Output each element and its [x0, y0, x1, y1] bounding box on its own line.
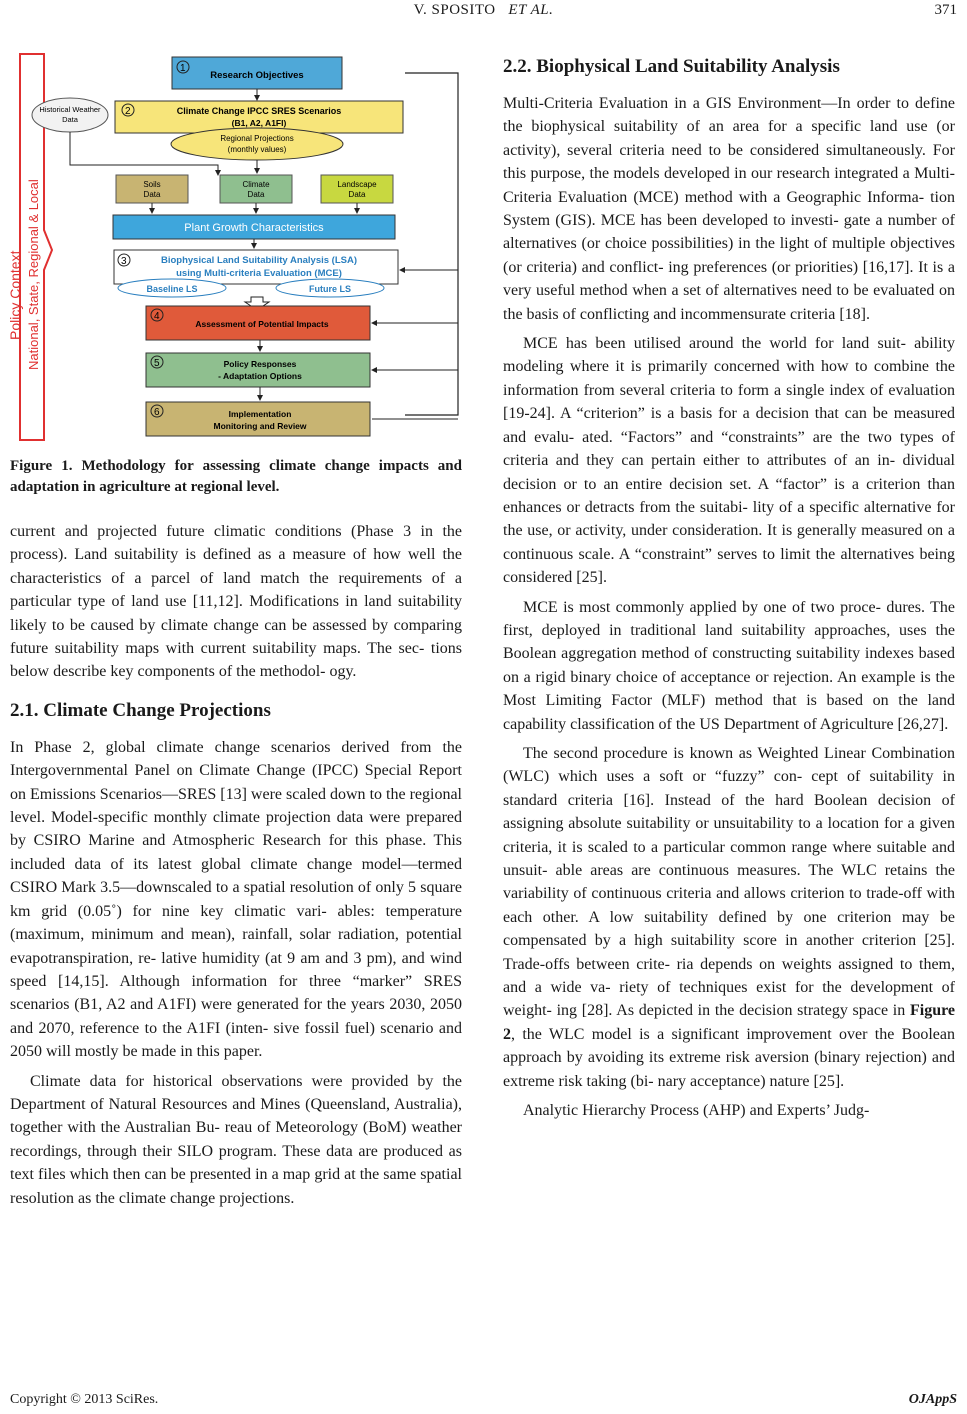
feedback-line — [405, 73, 458, 415]
regional-projections-ellipse — [171, 128, 343, 160]
right-column — [503, 54, 955, 1122]
figure-2-reference: Figure 2 — [503, 1002, 956, 1043]
right-paragraph-1: Multi-Criteria Evaluation in a GIS Environment—In order to define the biophysical suitability of an area for a specific land use (or activity), several criteria need to be considered simultaneously. For this purpose, the models developed in our research integrated a Multi-Criteria Evaluation (MCE) method with a Geographic Informa- tion System (GIS). MCE has been developed to investi- gate a number of alternatives (or choice possibilities) in the light of multiple objectives (or criteria) and conflict- ing preferences (or priorities) [16,17]. It is a very useful method when a set of alternatives need to be evaluated on the basis of conflicting and incommensurate criteria [18]. — [503, 95, 955, 323]
right-paragraph-2: MCE has been utilised around the world for land suit- ability modeling where it is primarily concerned with how to combine the information from several criteria to form a single index of evaluation [19-24]. A “criterion” is a basis for a decision that can be measured and evalu- ated. “Factors” and “constraints” are the two types of criteria and they can pertain either to attributes of an in- dividual decision or to an entire decision set. A “factor” is a criterion than enhances or detracts from the suitabi- lity of a specific alternative for the use, or activity, under consideration. It is generally measured on a continuous scale. A “constraint” serves to limit the alternatives being considered [25]. — [503, 335, 955, 587]
step-4-number: 4 — [154, 311, 160, 322]
header-etal: ET AL. — [508, 2, 554, 18]
historical-weather-label-1: Historical Weather — [39, 105, 101, 114]
methodology-figure — [0, 40, 470, 450]
historical-weather-label-2: Data — [62, 115, 78, 124]
research-objectives-label: Research Objectives — [210, 70, 304, 81]
running-header — [0, 0, 967, 24]
landscape-data-label-1: Landscape — [337, 180, 377, 189]
landscape-data-label-2: Data — [348, 190, 366, 199]
step-3-number: 3 — [121, 256, 127, 267]
assessment-label: Assessment of Potential Impacts — [195, 319, 329, 329]
implementation-label-1: Implementation — [228, 409, 292, 419]
right-paragraph-3: MCE is most commonly applied by one of two proce- dures. The first, deployed in traditional land suitability approaches, uses the Boolean aggregation method of constructing suitability indexes based on a rigid binary choice of acceptance or rejection. An example is the Most Limiting Factor (MLF) method that is based on the land capability classification of the US Department of Agriculture [26,27]. — [503, 598, 955, 733]
right-paragraph-4-text-a: The second procedure is known as Weighted Linear Combination (WLC) which uses a soft or “fuzzy” con- cept of suitability in standard criteria [16]. Instead of the hard Boolean decision of assigning absolute suitability or unsuitability to a location for a given criteria, it is scaled to a particular common range where suitable and unsuit- able areas are continuous measures. The WLC retains the variability of continuous criteria and allows criterion to trade-off with each other. A low suitability defined by one criterion may be compensated by a high suitability score in another criterion [25]. Trade-offs between crite- ria depends on weights assigned to them, and a wide va- riety of techniques exist for the development of weight- ing [28]. As depicted in the decision strategy space in — [503, 744, 955, 1020]
policy-levels-label: National, State, Regional & Local — [26, 179, 41, 370]
right-paragraph-4-text-b: , the WLC model is a significant improvement over the Boolean approach by avoiding its extreme risk aversion (binary rejection) and extreme risk taking (bi- nary acceptance) nature [25]. — [503, 1025, 955, 1090]
right-paragraph-4 — [503, 742, 955, 1093]
left-paragraph-2: In Phase 2, global climate change scenarios derived from the Intergovernmental Panel on Climate Change (IPCC) Special Report on Emissions Scenarios—SRES [13] were scaled down to the regional level. Model-specific monthly climate projection data were prepared by CSIRO Marine and Atmospheric Research for this phase. This included data of its latest global climate change model—termed CSIRO Mark 3.5—downscaled to a spatial resolution of only 5 square km grid (0.05˚) for nine key climatic vari- ables: temperature (maximum, minimum and mean), rainfall, solar radiation, potential evapotranspiration, re- lative humidity (at 9 am and 3 pm), and wind speed [14,15]. Although information for three “marker” SRES scenarios (B1, A2 and A1FI) were generated for the years 2030, 2050 and 2070, reference to the A1FI (inten- sive fossil fuel) scenario and 2050 will mostly be made in this paper. — [10, 738, 462, 1061]
page-footer — [0, 1392, 967, 1412]
figure-caption-text: Figure 1. Methodology for assessing climate change impacts and adaptation in agriculture at regional level. — [10, 458, 462, 495]
page-number: 371 — [934, 2, 957, 18]
baseline-ls-label: Baseline LS — [146, 284, 198, 294]
climate-data-label-2: Data — [247, 190, 265, 199]
plant-growth-label: Plant Growth Characteristics — [184, 222, 324, 234]
climate-scenarios-label-2: (B1, A2, A1FI) — [231, 118, 287, 128]
policy-responses-label-2: - Adaptation Options — [218, 371, 302, 381]
left-column — [10, 520, 462, 1210]
step-6-number: 6 — [154, 407, 160, 418]
climate-data-label-1: Climate — [242, 180, 270, 189]
lsa-label-1: Biophysical Land Suitability Analysis (LSA) — [160, 255, 358, 266]
header-authors — [0, 2, 967, 19]
copyright-text: Copyright © 2013 SciRes. — [10, 1392, 159, 1407]
journal-name: OJAppS — [908, 1392, 957, 1407]
policy-responses-label-1: Policy Responses — [223, 359, 297, 369]
step-2-number: 2 — [125, 106, 131, 117]
policy-context-label: Policy Context — [7, 250, 23, 340]
section-heading-2-1: 2.1. Climate Change Projections — [10, 699, 271, 721]
left-paragraph-3: Climate data for historical observations were provided by the Department of Natural Resources and Mines (Queensland, Australia), together with the Australian Bu- reau of Meteorology (BoM) weather recordings, through their SILO program. These data are produced as text files which then can be presented in a map grid at the same spatial resolution as the climate change projections. — [10, 1072, 462, 1207]
future-ls-label: Future LS — [309, 284, 351, 294]
regional-projections-label-2: (monthly values) — [227, 145, 287, 154]
soils-data-label-1: Soils — [143, 180, 161, 189]
right-paragraph-5: Analytic Hierarchy Process (AHP) and Experts’ Judg- — [523, 1102, 870, 1120]
section-heading-2-2: 2.2. Biophysical Land Suitability Analysis — [503, 56, 840, 77]
left-paragraph-1: current and projected future climatic conditions (Phase 3 in the process). Land suitability is defined as a measure of how well the characteristics of a parcel of land match the requirements of a particular type of land use [11,12]. Modifications in land suitability likely to be caused by climate change can be assessed by comparing future suitability maps with current suitability maps. The sec- tions below describe key components of the methodol- ogy. — [10, 523, 462, 681]
climate-scenarios-label-1: Climate Change IPCC SRES Scenarios — [176, 106, 342, 116]
regional-projections-label-1: Regional Projections — [220, 134, 294, 143]
step-1-number: 1 — [180, 63, 186, 74]
header-author: V. SPOSITO — [413, 2, 496, 18]
lsa-label-2: using Multi-criteria Evaluation (MCE) — [176, 268, 342, 279]
implementation-label-2: Monitoring and Review — [213, 421, 307, 431]
soils-data-label-2: Data — [143, 190, 161, 199]
figure-caption — [10, 456, 462, 498]
step-5-number: 5 — [154, 358, 160, 369]
